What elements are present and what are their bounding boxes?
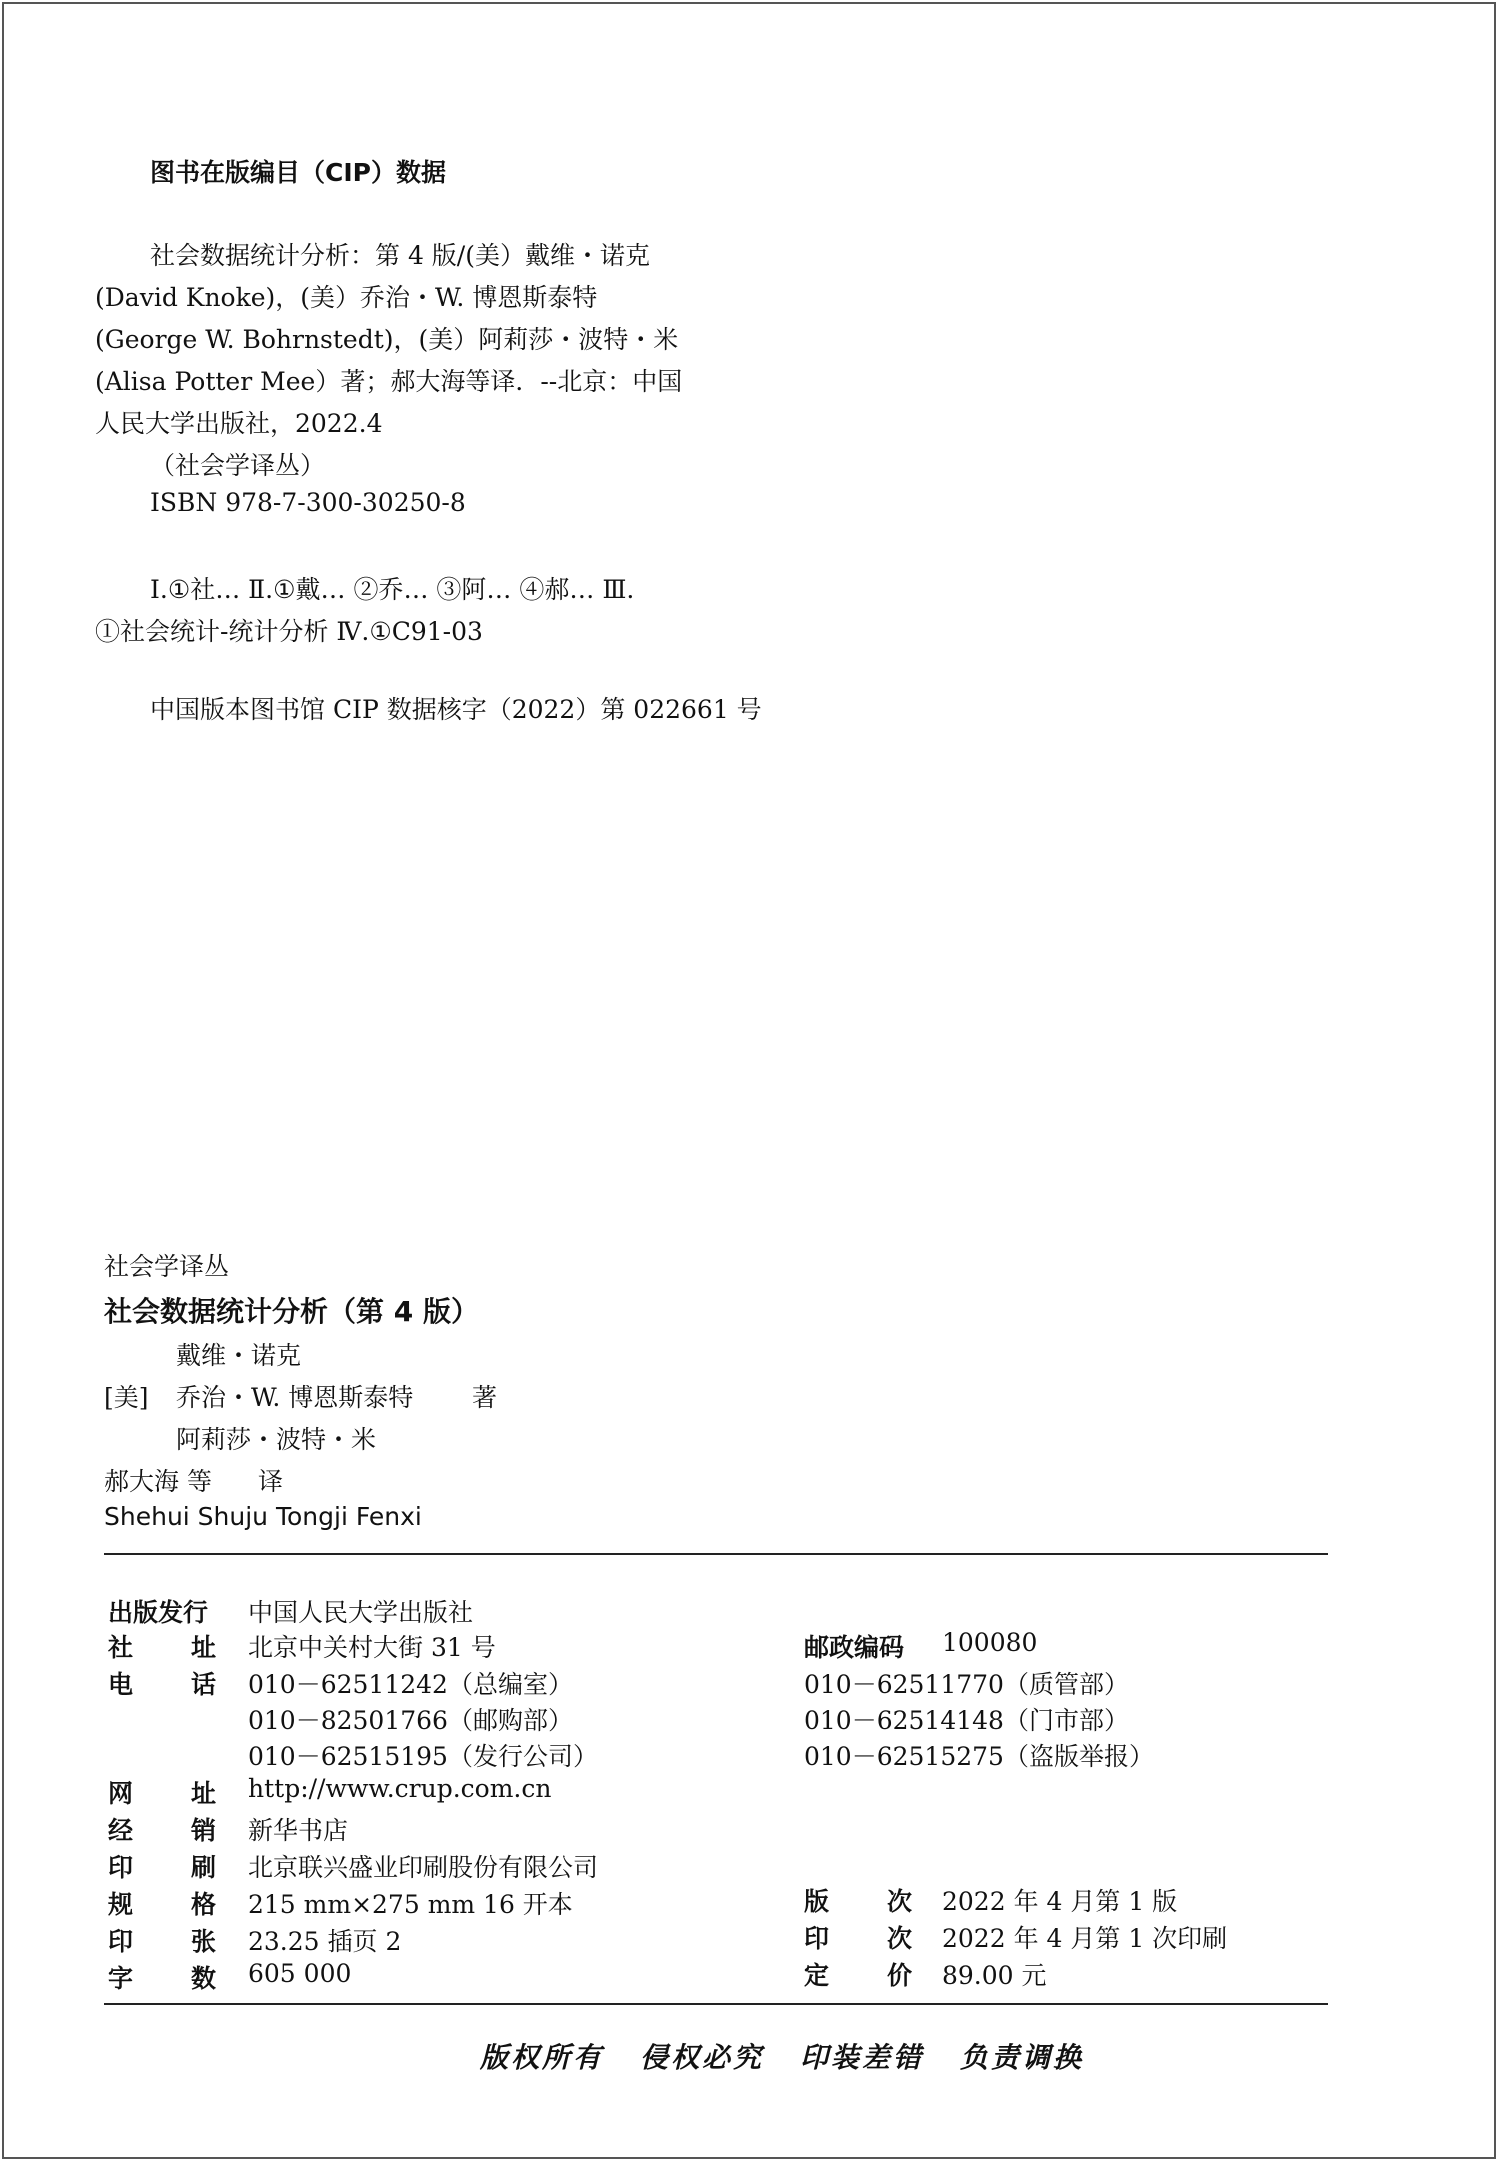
slogan-text: 版权所有 — [480, 2041, 605, 2074]
pinyin-title: Shehui Shuju Tongji Fenxi — [104, 1502, 422, 1531]
format-label: 规 格 — [108, 1890, 216, 1919]
slogan-text: 侵权必究 — [640, 2041, 765, 2074]
words-value: 605 000 — [248, 1959, 352, 1988]
printing-value: 2022 年 4 月第 1 次印刷 — [942, 1924, 1228, 1953]
phone-value: 010－62511242（总编室） — [248, 1670, 573, 1699]
distributor-value: 新华书店 — [248, 1816, 349, 1845]
postal-value: 100080 — [942, 1628, 1038, 1657]
translator-name: 郝大海 等 — [104, 1467, 212, 1496]
copyright-slogan — [480, 2036, 1120, 2076]
words-label: 字 数 — [108, 1964, 216, 1993]
slogan-text: 负责调换 — [960, 2041, 1085, 2074]
sheets-value: 23.25 插页 2 — [248, 1927, 402, 1956]
distributor-label: 经 销 — [108, 1816, 216, 1845]
format-value: 215 mm×275 mm 16 开本 — [248, 1890, 573, 1919]
price-label: 定 价 — [804, 1961, 912, 1990]
cip-classification-line: ①社会统计-统计分析 Ⅳ.①C91-03 — [95, 617, 483, 646]
postal-label: 邮政编码 — [804, 1633, 905, 1662]
cip-heading: 图书在版编目（CIP）数据 — [150, 158, 446, 187]
cip-record-line: 社会数据统计分析：第 4 版/(美）戴维・诺克 — [150, 241, 650, 270]
phone-value: 010－62511770（质管部） — [804, 1670, 1129, 1699]
edition-label: 版 次 — [804, 1887, 912, 1916]
phone-label: 电 话 — [108, 1670, 216, 1699]
website-label: 网 址 — [108, 1779, 216, 1808]
cip-classification-line: Ⅰ.①社… Ⅱ.①戴… ②乔… ③阿… ④郝… Ⅲ. — [150, 575, 635, 604]
slogan-text: 印装差错 — [800, 2041, 925, 2074]
author-name: 乔治・W. 博恩斯泰特 — [176, 1383, 414, 1412]
printer-value: 北京联兴盛业印刷股份有限公司 — [248, 1853, 599, 1882]
printer-label: 印 刷 — [108, 1853, 216, 1882]
cip-isbn: ISBN 978-7-300-30250-8 — [150, 488, 466, 517]
edition-value: 2022 年 4 月第 1 版 — [942, 1887, 1178, 1916]
website-link[interactable]: http://www.crup.com.cn — [248, 1774, 552, 1803]
printing-label: 印 次 — [804, 1924, 912, 1953]
book-title: 社会数据统计分析（第 4 版） — [104, 1295, 479, 1328]
price-value: 89.00 元 — [942, 1961, 1047, 1990]
top-rule — [104, 1553, 1328, 1555]
bottom-rule — [104, 2003, 1328, 2005]
phone-value: 010－62515275（盗版举报） — [804, 1742, 1154, 1771]
publisher-label: 出版发行 — [108, 1598, 209, 1627]
author-role: 著 — [472, 1383, 498, 1412]
author-prefix: [美] — [104, 1383, 149, 1412]
cip-record-line: (Alisa Potter Mee）著；郝大海等译．--北京：中国 — [95, 367, 683, 396]
cip-record-line: (David Knoke)，(美）乔治・W. 博恩斯泰特 — [95, 283, 598, 312]
publisher-value: 中国人民大学出版社 — [248, 1598, 474, 1627]
sheets-label: 印 张 — [108, 1927, 216, 1956]
phone-value: 010－62515195（发行公司） — [248, 1742, 598, 1771]
translator-role: 译 — [258, 1467, 284, 1496]
cip-record-line: (George W. Bohrnstedt)，(美）阿莉莎・波特・米 — [95, 325, 679, 354]
series-label: 社会学译丛 — [104, 1252, 230, 1281]
address-value: 北京中关村大街 31 号 — [248, 1633, 496, 1662]
phone-value: 010－62514148（门市部） — [804, 1706, 1129, 1735]
cip-record-line: 人民大学出版社，2022.4 — [95, 409, 383, 438]
cip-record-number: 中国版本图书馆 CIP 数据核字（2022）第 022661 号 — [150, 695, 762, 724]
author-name: 戴维・诺克 — [176, 1341, 302, 1370]
phone-value: 010－82501766（邮购部） — [248, 1706, 573, 1735]
address-label: 社 址 — [108, 1633, 216, 1662]
cip-series-line: （社会学译丛） — [150, 451, 326, 480]
author-name: 阿莉莎・波特・米 — [176, 1425, 377, 1454]
